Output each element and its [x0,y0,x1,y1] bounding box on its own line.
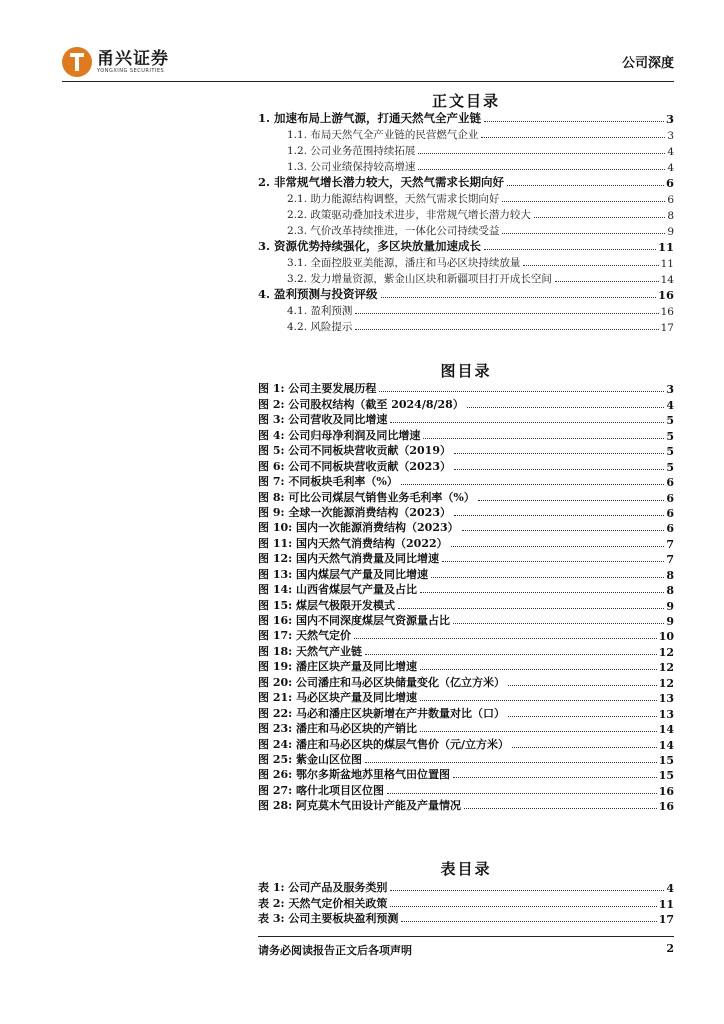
dot-leader [420,731,657,732]
figure-entry-label: 图 19: 潘庄区块产量及同比增速 [258,660,418,674]
figure-entry-page: 5 [666,445,674,459]
toc-entry-page: 11 [660,258,674,270]
dot-leader [507,185,664,186]
figure-entry-page: 8 [666,584,674,598]
toc-entry-label: 2.1. 助力能源结构调整，天然气需求长期向好 [287,193,500,205]
figure-entry[interactable] [258,551,674,566]
toc-entry-page: 9 [667,226,674,238]
dot-leader [534,217,665,218]
toc-list [258,110,674,334]
toc-entry-page: 11 [657,240,674,254]
dot-leader [453,623,664,624]
figure-entry-page: 16 [658,784,674,798]
figure-entry-page: 12 [658,645,674,659]
toc-entry[interactable] [258,254,674,270]
figure-entry-label: 图 9: 全球一次能源消费结构（2023） [258,505,451,519]
figure-entry-label: 图 17: 天然气定价 [258,629,352,643]
toc-entry-label: 2. 非常规气增长潜力较大，天然气需求长期向好 [258,175,505,189]
dot-leader [431,577,664,578]
toc-entry-label: 4. 盈利预测与投资评级 [258,287,378,301]
toc-entry-label: 3.1. 全面控股亚美能源，潘庄和马必区块持续放量 [287,257,521,269]
figure-entry[interactable] [258,705,674,720]
table-entry[interactable] [258,895,674,910]
dot-leader [354,638,657,639]
dot-leader [508,685,657,686]
toc-entry-label: 3. 资源优势持续强化，多区块放量加速成长 [258,239,482,253]
figure-entry-label: 图 23: 潘庄和马必区块的产销比 [258,722,418,736]
table-entry[interactable] [258,911,674,926]
figure-entry[interactable] [258,505,674,520]
figure-entry-page: 9 [666,615,674,628]
figure-entry-label: 图 12: 国内天然气消费量及同比增速 [258,552,440,566]
toc-entry[interactable] [258,158,674,174]
figure-entry-page: 7 [666,553,674,567]
figure-entry[interactable] [258,613,674,628]
dot-leader [379,391,664,392]
figure-entry-page: 13 [658,707,674,721]
figure-entry-label: 图 14: 山西省煤层气产量及占比 [258,583,418,597]
dot-leader [423,438,664,439]
figure-entry[interactable] [258,690,674,705]
doc-type-label: 公司深度 [621,56,674,71]
dot-leader [418,169,665,170]
toc-entry-label: 4.2. 风险提示 [287,321,353,333]
dot-leader [398,608,664,609]
figure-entry[interactable] [258,520,674,535]
table-entry-page: 4 [666,882,674,896]
figure-entry[interactable] [258,458,674,473]
dot-leader [355,313,658,314]
figure-entry[interactable] [258,381,674,396]
toc-entry-page: 14 [660,274,674,286]
toc-entry[interactable] [258,110,674,126]
dot-leader [454,515,664,516]
logo-icon [62,47,92,77]
tables-title: 表目录 [440,860,492,878]
figure-entry[interactable] [258,782,674,797]
dot-leader [401,921,656,922]
figure-entry[interactable] [258,752,674,767]
figure-entry-page: 6 [666,506,674,520]
figures-title: 图目录 [440,362,492,380]
figure-entry[interactable] [258,767,674,782]
figure-entry-page: 9 [666,599,674,613]
figure-entry-page: 6 [666,476,674,490]
figure-entry-page: 6 [666,522,674,536]
dot-leader [381,297,656,298]
figure-entry-page: 13 [658,692,674,706]
logo-en: YONGXING SECURITIES [97,67,165,74]
dot-leader [355,329,658,330]
dot-leader [390,890,664,891]
toc-entry-page: 17 [660,322,674,334]
dot-leader [478,500,665,501]
logo-text [97,50,169,75]
dot-leader [523,265,658,266]
figure-entry[interactable] [258,396,674,411]
company-logo [62,44,169,80]
toc-entry[interactable] [258,126,674,142]
toc-entry-page: 8 [667,210,674,222]
toc-entry[interactable] [258,190,674,206]
toc-entry[interactable] [258,174,674,190]
figure-entry[interactable] [258,535,674,550]
figure-entry-label: 图 4: 公司归母净利润及同比增速 [258,428,421,442]
figure-entry-label: 图 28: 阿克莫木气田设计产能及产量情况 [258,799,462,813]
toc-entry[interactable] [258,270,674,286]
figure-entry-page: 12 [658,661,674,675]
figure-entry[interactable] [258,597,674,612]
table-list [258,880,674,926]
figure-entry-label: 图 18: 天然气产业链 [258,644,363,658]
table-entry[interactable] [258,880,674,895]
toc-entry-label: 1.1. 布局天然气全产业链的民营燃气企业 [287,129,479,141]
page-header [62,44,674,80]
figure-entry-label: 图 3: 公司营收及同比增速 [258,413,388,427]
figure-entry-label: 图 7: 不同板块毛利率（%） [258,475,398,489]
figure-entry[interactable] [258,412,674,427]
figure-entry[interactable] [258,674,674,689]
dot-leader [481,137,665,138]
figure-entry[interactable] [258,798,674,813]
figure-entry[interactable] [258,659,674,674]
dot-leader [420,700,657,701]
dot-leader [484,249,656,250]
dot-leader [390,422,664,423]
figure-entry-label: 图 22: 马必和潘庄区块新增在产井数量对比（口） [258,706,506,720]
figure-entry-page: 15 [658,753,674,767]
header-divider [62,81,674,82]
toc-entry-label: 1.2. 公司业务范围持续拓展 [287,145,416,157]
toc-entry-page: 16 [660,306,674,318]
figure-entry-page: 10 [658,630,674,644]
toc-entry[interactable] [258,302,674,318]
toc-entry-label: 1.3. 公司业绩保持较高增速 [287,161,416,173]
figure-entry-page: 4 [666,398,674,412]
dot-leader [454,453,664,454]
dot-leader [467,407,665,408]
toc-entry-page: 16 [657,288,674,302]
toc-entry-label: 3.2. 发力增量资源，紫金山区块和新疆项目打开成长空间 [287,273,552,285]
dot-leader [442,561,664,562]
toc-entry-label: 2.3. 气价改革持续推进，一体化公司持续受益 [287,225,500,237]
figure-entry-page: 5 [666,429,674,443]
dot-leader [451,546,665,547]
figure-entry[interactable] [258,474,674,489]
dot-leader [418,153,665,154]
figure-entry-page: 7 [666,537,674,551]
figure-entry-page: 15 [658,769,674,783]
dot-leader [555,281,659,282]
toc-entry[interactable] [258,142,674,158]
dot-leader [464,808,657,809]
figure-entry-label: 图 25: 紫金山区位图 [258,752,363,766]
table-entry-label: 表 3: 公司主要板块盈利预测 [258,912,399,926]
figure-entry[interactable] [258,443,674,458]
dot-leader [365,762,657,763]
table-entry-label: 表 1: 公司产品及服务类别 [258,881,388,895]
toc-entry-page: 6 [665,176,674,190]
toc-entry-page: 6 [667,194,674,206]
figure-entry-label: 图 20: 公司潘庄和马必区块储量变化（亿立方米） [258,675,506,689]
figure-entry[interactable] [258,736,674,751]
figure-entry-label: 图 2: 公司股权结构（截至 2024/8/28） [258,397,464,411]
dot-leader [390,906,656,907]
toc-entry[interactable] [258,222,674,238]
logo-cn: 甬兴证券 [97,48,169,69]
dot-leader [453,777,657,778]
figure-entry[interactable] [258,628,674,643]
dot-leader [365,654,657,655]
dot-leader [512,747,657,748]
figure-entry[interactable] [258,489,674,504]
dot-leader [508,716,657,717]
figure-entry-label: 图 6: 公司不同板块营收贡献（2023） [258,459,451,473]
toc-entry-page: 4 [667,162,674,174]
toc-entry-label: 1. 加速布局上游气源，打通天然气全产业链 [258,111,482,125]
dot-leader [387,793,657,794]
figure-entry-page: 12 [658,676,674,690]
dot-leader [462,530,665,531]
figure-entry[interactable] [258,582,674,597]
figure-entry-label: 图 10: 国内一次能源消费结构（2023） [258,521,459,535]
figure-entry-page: 16 [658,800,674,814]
toc-entry-label: 2.2. 政策驱动叠加技术进步，非常规气增长潜力较大 [287,209,531,221]
table-entry-page: 17 [658,913,674,927]
figure-entry-page: 3 [666,383,674,397]
figure-entry-page: 8 [666,568,674,582]
table-entry-label: 表 2: 天然气定价相关政策 [258,896,388,910]
figure-entry[interactable] [258,427,674,442]
figure-list [258,381,674,813]
toc-entry-page: 3 [665,112,674,126]
figure-entry-label: 图 11: 国内天然气消费结构（2022） [258,536,448,550]
dot-leader [484,121,664,122]
figure-entry-page: 14 [658,723,674,737]
figure-entry-page: 6 [666,491,674,505]
figure-entry-label: 图 26: 鄂尔多斯盆地苏里格气田位置图 [258,768,451,782]
figure-entry-label: 图 5: 公司不同板块营收贡献（2019） [258,444,451,458]
toc-entry-page: 4 [667,146,674,158]
figure-entry[interactable] [258,721,674,736]
figure-entry-label: 图 24: 潘庄和马必区块的煤层气售价（元/立方米） [258,737,510,751]
figure-entry-label: 图 1: 公司主要发展历程 [258,382,377,396]
dot-leader [420,669,657,670]
toc-entry[interactable] [258,238,674,254]
page-number: 2 [666,942,674,955]
dot-leader [420,592,664,593]
footer-divider [258,936,674,937]
figure-entry-page: 14 [658,738,674,752]
table-entry-page: 11 [658,897,674,911]
figure-entry[interactable] [258,643,674,658]
toc-entry-label: 4.1. 盈利预测 [287,305,353,317]
toc-entry[interactable] [258,286,674,302]
footer-disclaimer: 请务必阅读报告正文后各项声明 [258,944,412,957]
dot-leader [401,484,665,485]
toc-entry[interactable] [258,206,674,222]
figure-entry-label: 图 15: 煤层气极限开发模式 [258,598,396,612]
figure-entry-label: 图 13: 国内煤层气产量及同比增速 [258,567,429,581]
figure-entry-page: 5 [666,414,674,428]
toc-entry-page: 3 [667,130,674,142]
toc-title: 正文目录 [431,92,500,110]
dot-leader [502,233,665,234]
figure-entry-label: 图 27: 喀什北项目区位图 [258,783,385,797]
figure-entry-page: 5 [666,460,674,474]
figure-entry-label: 图 8: 可比公司煤层气销售业务毛利率（%） [258,490,475,504]
figure-entry-label: 图 21: 马必区块产量及同比增速 [258,691,418,705]
dot-leader [502,201,665,202]
toc-entry[interactable] [258,318,674,334]
figure-entry-label: 图 16: 国内不同深度煤层气资源量占比 [258,614,451,627]
figure-entry[interactable] [258,566,674,581]
dot-leader [454,469,664,470]
